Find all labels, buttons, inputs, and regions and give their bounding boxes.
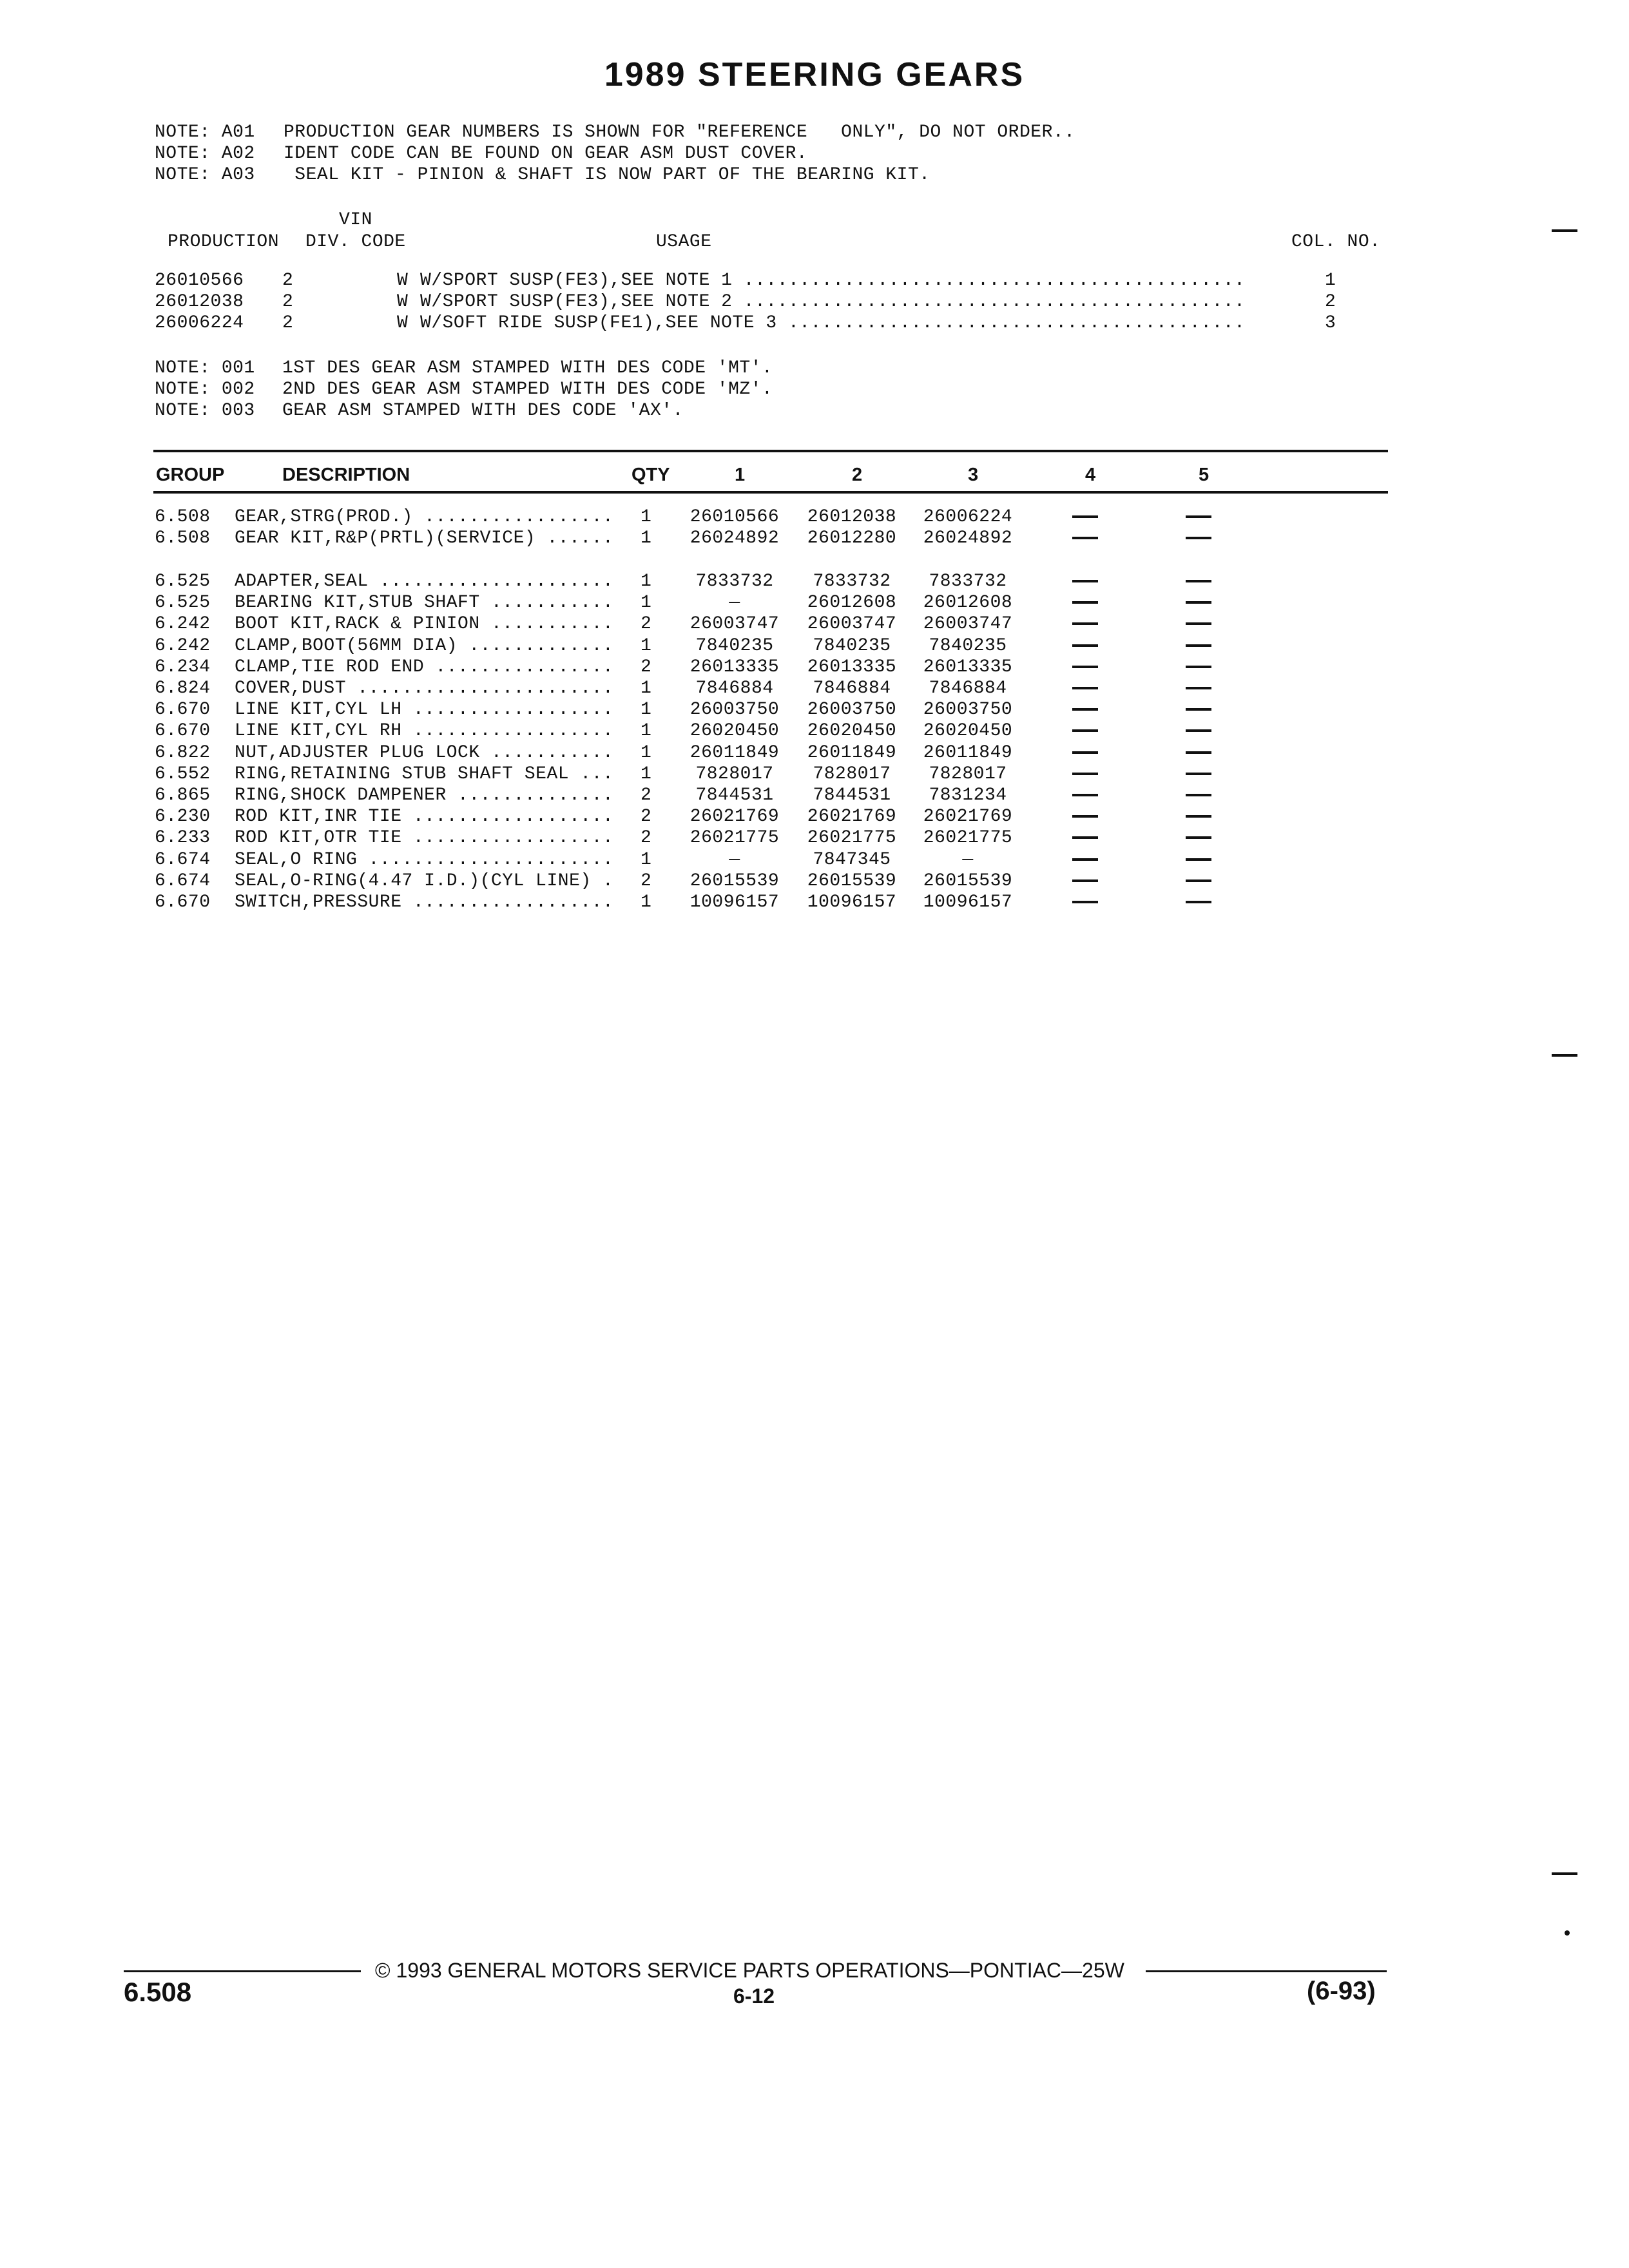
description-cell: ROD KIT,OTR TIE .................. (235, 828, 614, 849)
group-cell: 6.674 (155, 849, 211, 870)
group-cell: 6.670 (155, 892, 211, 912)
col1-cell: 7846884 (695, 678, 774, 698)
col5-dash (1186, 879, 1211, 882)
col5-dash (1186, 901, 1211, 903)
col1-cell: 26021769 (689, 807, 780, 827)
col4-dash (1072, 773, 1098, 775)
table-row (0, 720, 1629, 742)
col2-cell: 26020450 (807, 721, 897, 742)
margin-mark (1552, 229, 1577, 232)
col2-cell: 26021769 (807, 807, 897, 827)
note-label: NOTE: A03 (155, 165, 255, 185)
col1-cell: 26020450 (689, 721, 780, 742)
table-top-rule (153, 450, 1388, 452)
qty-cell: 1 (641, 635, 652, 656)
qty-cell: 1 (641, 764, 652, 784)
group-cell: 6.525 (155, 593, 211, 613)
table-header-rule (153, 491, 1388, 494)
qty-cell: 1 (641, 572, 652, 591)
col4-dash (1072, 666, 1098, 668)
table-row (0, 678, 1629, 700)
table-row (0, 806, 1629, 828)
col3-cell: 26021769 (923, 807, 1013, 827)
table-row (0, 892, 1629, 914)
table-row (0, 742, 1629, 764)
description-cell: CLAMP,BOOT(56MM DIA) ............. (235, 635, 614, 656)
usage-col-no: 1 (1325, 271, 1336, 291)
col4-dash (1072, 537, 1098, 539)
col3-cell: 7840235 (929, 635, 1007, 656)
col4-header: 4 (1085, 465, 1096, 485)
note-text: IDENT CODE CAN BE FOUND ON GEAR ASM DUST COVER. (284, 144, 808, 164)
col1-cell: 26010566 (689, 507, 780, 527)
qty-cell: 2 (641, 785, 652, 805)
col3-cell: 7831234 (929, 785, 1007, 805)
parts-header-row (0, 464, 1629, 486)
col5-dash (1186, 773, 1211, 775)
page-number: 6-12 (733, 1984, 775, 2008)
usage-production: 26006224 (155, 313, 244, 333)
group-cell: 6.822 (155, 742, 211, 763)
group-cell: 6.242 (155, 635, 211, 656)
description-cell: CLAMP,TIE ROD END ................ (235, 657, 614, 677)
col2-cell: 26012038 (807, 507, 897, 527)
qty-cell: 2 (641, 657, 652, 677)
qty-cell: 1 (641, 528, 652, 548)
description-cell: COVER,DUST ....................... (235, 678, 614, 698)
group-cell: 6.824 (155, 678, 211, 698)
margin-mark (1552, 1054, 1577, 1057)
col2-cell: 26015539 (807, 870, 897, 891)
col3-cell: 10096157 (923, 892, 1013, 912)
note-text: GEAR ASM STAMPED WITH DES CODE 'AX'. (282, 401, 684, 421)
col1-cell: 7844531 (695, 785, 774, 805)
col3-cell: 7846884 (929, 678, 1007, 698)
note-text: 2ND DES GEAR ASM STAMPED WITH DES CODE 'MZ'. (282, 380, 773, 399)
col5-dash (1186, 622, 1211, 625)
col5-dash (1186, 580, 1211, 582)
col5-dash (1186, 794, 1211, 796)
vin-header: VIN (339, 210, 372, 230)
col5-dash (1186, 601, 1211, 604)
table-row (0, 764, 1629, 785)
col4-dash (1072, 794, 1098, 796)
col3-cell: 26020450 (923, 721, 1013, 742)
usage-header: USAGE (656, 232, 712, 252)
note-text: SEAL KIT - PINION & SHAFT IS NOW PART OF THE BEARING KIT. (284, 165, 930, 185)
table-row (0, 849, 1629, 871)
col2-cell: 26021775 (807, 828, 897, 849)
table-row (0, 657, 1629, 678)
usage-production: 26010566 (155, 271, 244, 291)
table-row (0, 635, 1629, 657)
col4-dash (1072, 879, 1098, 882)
group-cell: 6.670 (155, 721, 211, 742)
col2-cell: 26003747 (807, 614, 897, 635)
col1-cell: 26011849 (689, 742, 780, 763)
date-code: (6-93) (1307, 1977, 1376, 2005)
col2-cell: 26012608 (807, 593, 897, 613)
qty-cell: 1 (641, 678, 652, 698)
group-cell: 6.552 (155, 764, 211, 784)
usage-code: W (397, 292, 409, 312)
col1-header: 1 (735, 465, 746, 485)
col1-cell: 26021775 (689, 828, 780, 849)
note-label: NOTE: A01 (155, 122, 255, 142)
col5-dash (1186, 815, 1211, 818)
usage-code: W (397, 313, 409, 333)
qty-cell: 1 (641, 721, 652, 742)
usage-div: 2 (282, 271, 294, 291)
margin-mark (1552, 1872, 1577, 1875)
table-row (0, 870, 1629, 892)
col2-cell: 26012280 (807, 528, 897, 548)
col2-cell: 7847345 (813, 849, 891, 870)
group-cell: 6.508 (155, 507, 211, 527)
col1-cell: 26024892 (689, 528, 780, 548)
col5-dash (1186, 666, 1211, 668)
col1-cell: — (729, 849, 740, 870)
col2-cell: 26003750 (807, 700, 897, 720)
col2-cell: 26013335 (807, 657, 897, 677)
col3-cell: — (962, 849, 974, 870)
group-cell: 6.525 (155, 572, 211, 591)
group-cell: 6.242 (155, 614, 211, 635)
qty-cell: 2 (641, 807, 652, 827)
col5-dash (1186, 858, 1211, 861)
col5-dash (1186, 751, 1211, 754)
col4-dash (1072, 836, 1098, 839)
col1-cell: — (729, 593, 740, 613)
col5-dash (1186, 729, 1211, 732)
table-row (0, 528, 1629, 550)
usage-description: W/SOFT RIDE SUSP(FE1),SEE NOTE 3 ......................................... (420, 313, 1246, 333)
col2-cell: 7846884 (813, 678, 891, 698)
qty-cell: 2 (641, 828, 652, 849)
table-row (0, 827, 1629, 849)
col3-cell: 26011849 (923, 742, 1013, 763)
description-cell: ADAPTER,SEAL ..................... (235, 572, 614, 591)
usage-production: 26012038 (155, 292, 244, 312)
group-cell: 6.233 (155, 828, 211, 849)
col4-dash (1072, 580, 1098, 582)
description-cell: ROD KIT,INR TIE .................. (235, 807, 614, 827)
group-header: GROUP (156, 465, 225, 485)
col4-dash (1072, 515, 1098, 518)
col4-dash (1072, 858, 1098, 861)
col3-cell: 26024892 (923, 528, 1013, 548)
table-row (0, 571, 1629, 593)
qty-cell: 2 (641, 614, 652, 635)
note-text: PRODUCTION GEAR NUMBERS IS SHOWN FOR "REFERENCE ONLY", DO NOT ORDER.. (284, 122, 1075, 142)
col5-dash (1186, 687, 1211, 689)
col4-dash (1072, 644, 1098, 647)
note-text: 1ST DES GEAR ASM STAMPED WITH DES CODE 'MT'. (282, 358, 773, 378)
col1-cell: 26003747 (689, 614, 780, 635)
col2-cell: 7840235 (813, 635, 891, 656)
col1-cell: 26015539 (689, 870, 780, 891)
qty-cell: 1 (641, 507, 652, 527)
qty-cell: 2 (641, 870, 652, 891)
col2-cell: 7833732 (813, 572, 891, 591)
col-no-header: COL. NO. (1291, 232, 1381, 252)
note-label: NOTE: 001 (155, 358, 255, 378)
description-cell: NUT,ADJUSTER PLUG LOCK ........... (235, 742, 614, 763)
qty-cell: 1 (641, 742, 652, 763)
col3-cell: 26013335 (923, 657, 1013, 677)
group-cell: 6.674 (155, 870, 211, 891)
usage-col-no: 3 (1325, 313, 1336, 333)
group-cell: 6.865 (155, 785, 211, 805)
col1-cell: 10096157 (689, 892, 780, 912)
col2-cell: 7828017 (813, 764, 891, 784)
col1-cell: 26003750 (689, 700, 780, 720)
col1-cell: 7833732 (695, 572, 774, 591)
col2-cell: 26011849 (807, 742, 897, 763)
qty-cell: 1 (641, 593, 652, 613)
description-cell: BOOT KIT,RACK & PINION ........... (235, 614, 614, 635)
col5-dash (1186, 836, 1211, 839)
note-label: NOTE: 002 (155, 380, 255, 399)
col1-cell: 7840235 (695, 635, 774, 656)
col1-cell: 26013335 (689, 657, 780, 677)
col5-dash (1186, 644, 1211, 647)
table-row (0, 785, 1629, 807)
description-header: DESCRIPTION (282, 465, 410, 485)
col1-cell: 7828017 (695, 764, 774, 784)
group-cell: 6.670 (155, 700, 211, 720)
description-cell: SEAL,O-RING(4.47 I.D.)(CYL LINE) . (235, 870, 614, 891)
note-label: NOTE: 003 (155, 401, 255, 421)
description-cell: RING,SHOCK DAMPENER .............. (235, 785, 614, 805)
col4-dash (1072, 729, 1098, 732)
col4-dash (1072, 901, 1098, 903)
col3-cell: 26003747 (923, 614, 1013, 635)
production-header: PRODUCTION (168, 232, 280, 252)
col4-dash (1072, 687, 1098, 689)
col4-dash (1072, 815, 1098, 818)
note-label: NOTE: A02 (155, 144, 255, 164)
description-cell: GEAR KIT,R&P(PRTL)(SERVICE) ...... (235, 528, 614, 548)
col3-cell: 26015539 (923, 870, 1013, 891)
description-cell: BEARING KIT,STUB SHAFT ........... (235, 593, 614, 613)
group-code: 6.508 (124, 1977, 192, 2007)
qty-cell: 1 (641, 700, 652, 720)
group-cell: 6.508 (155, 528, 211, 548)
col5-header: 5 (1199, 465, 1210, 485)
usage-div: 2 (282, 292, 294, 312)
description-cell: GEAR,STRG(PROD.) ................. (235, 507, 614, 527)
col3-cell: 7828017 (929, 764, 1007, 784)
col4-dash (1072, 708, 1098, 711)
usage-description: W/SPORT SUSP(FE3),SEE NOTE 1 ............................................. (420, 271, 1246, 291)
copyright-line: © 1993 GENERAL MOTORS SERVICE PARTS OPERATIONS—PONTIAC—25W (375, 1959, 1124, 1982)
col5-dash (1186, 708, 1211, 711)
usage-col-no: 2 (1325, 292, 1336, 312)
table-row (0, 613, 1629, 635)
col2-cell: 10096157 (807, 892, 897, 912)
page-title: 1989 STEERING GEARS (604, 56, 1025, 93)
table-row (0, 506, 1629, 528)
group-cell: 6.234 (155, 657, 211, 677)
description-cell: LINE KIT,CYL LH .................. (235, 700, 614, 720)
table-row (0, 592, 1629, 614)
table-row (0, 699, 1629, 721)
description-cell: SWITCH,PRESSURE .................. (235, 892, 614, 912)
description-cell: RING,RETAINING STUB SHAFT SEAL ... (235, 764, 614, 784)
col5-dash (1186, 537, 1211, 539)
margin-dot (1565, 1930, 1570, 1936)
description-cell: SEAL,O RING ...................... (235, 849, 614, 870)
col5-dash (1186, 515, 1211, 518)
col2-header: 2 (852, 465, 863, 485)
col3-header: 3 (968, 465, 979, 485)
qty-cell: 1 (641, 849, 652, 870)
col3-cell: 26012608 (923, 593, 1013, 613)
usage-code: W (397, 271, 409, 291)
footer-rule-left (124, 1970, 361, 1972)
col3-cell: 7833732 (929, 572, 1007, 591)
description-cell: LINE KIT,CYL RH .................. (235, 721, 614, 742)
col3-cell: 26006224 (923, 507, 1013, 527)
div-code-header: DIV. CODE (305, 232, 406, 252)
usage-description: W/SPORT SUSP(FE3),SEE NOTE 2 ............................................. (420, 292, 1246, 312)
qty-header: QTY (631, 465, 670, 485)
col4-dash (1072, 751, 1098, 754)
qty-cell: 1 (641, 892, 652, 912)
col2-cell: 7844531 (813, 785, 891, 805)
col3-cell: 26003750 (923, 700, 1013, 720)
col3-cell: 26021775 (923, 828, 1013, 849)
group-cell: 6.230 (155, 807, 211, 827)
col4-dash (1072, 601, 1098, 604)
usage-div: 2 (282, 313, 294, 333)
col4-dash (1072, 622, 1098, 625)
footer-rule-right (1146, 1970, 1387, 1972)
